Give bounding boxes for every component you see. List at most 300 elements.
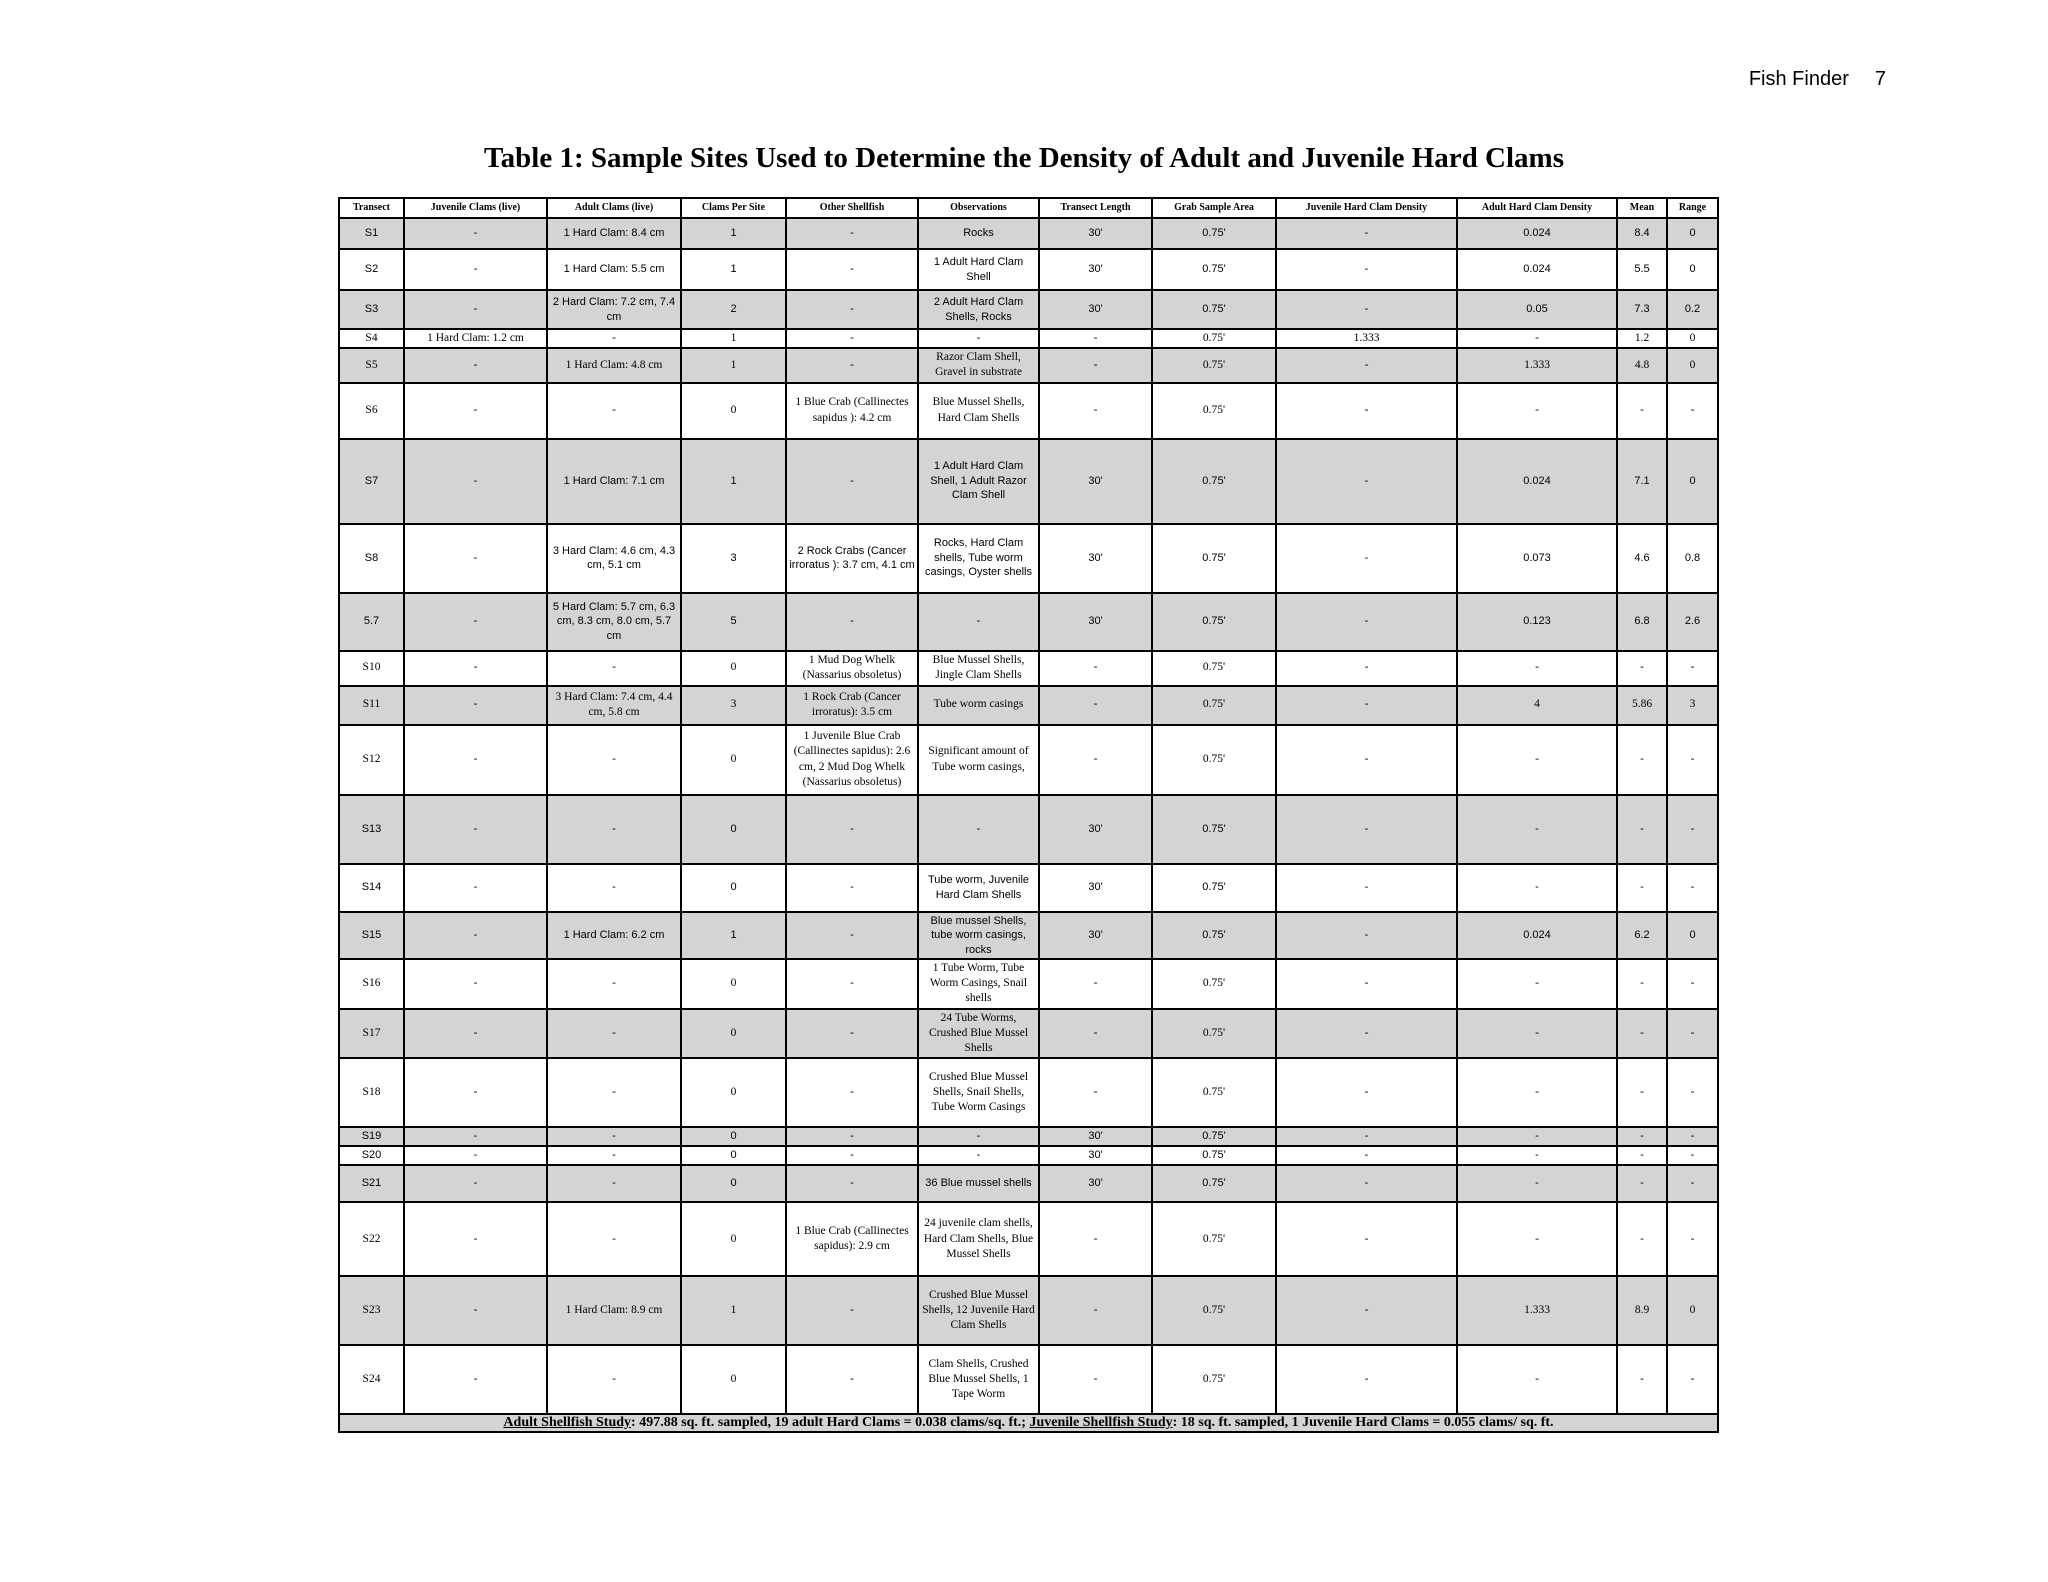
transect-length-cell: - [1039,383,1152,439]
adult-density-cell: 0.024 [1457,218,1617,249]
other-shellfish-cell: - [786,912,918,960]
column-header: Other Shellfish [786,198,918,218]
juvenile-clams-cell: - [404,1146,547,1165]
transect-cell: S6 [339,383,404,439]
adult-density-cell: 0.073 [1457,524,1617,593]
observations-cell: Blue Mussel Shells, Hard Clam Shells [918,383,1039,439]
mean-cell: - [1617,725,1667,795]
grab-sample-area-cell: 0.75' [1152,290,1276,329]
range-cell: - [1667,1058,1718,1127]
other-shellfish-cell: 1 Juvenile Blue Crab (Callinectes sapidus): 2.6 cm, 2 Mud Dog Whelk (Nassarius obsoletus) [786,725,918,795]
juvenile-clams-cell: - [404,524,547,593]
juvenile-study-label: Juvenile Shellfish Study [1029,1415,1173,1431]
mean-cell: 7.1 [1617,439,1667,524]
juvenile-clams-cell: - [404,686,547,725]
observations-cell: - [918,593,1039,651]
mean-cell: - [1617,383,1667,439]
table-row [339,593,1718,651]
range-cell: - [1667,1009,1718,1059]
mean-cell: 8.9 [1617,1276,1667,1345]
transect-length-cell: - [1039,1202,1152,1276]
table-row [339,725,1718,795]
grab-sample-area-cell: 0.75' [1152,686,1276,725]
transect-length-cell: 30' [1039,593,1152,651]
mean-cell: - [1617,651,1667,686]
observations-cell: Clam Shells, Crushed Blue Mussel Shells, 1 Tape Worm [918,1345,1039,1414]
document-name: Fish Finder [1748,68,1849,90]
transect-length-cell: 30' [1039,1165,1152,1202]
range-cell: 0 [1667,912,1718,960]
adult-clams-cell: - [547,1345,681,1414]
grab-sample-area-cell: 0.75' [1152,725,1276,795]
transect-length-cell: 30' [1039,439,1152,524]
grab-sample-area-cell: 0.75' [1152,651,1276,686]
column-header: Clams Per Site [681,198,786,218]
juvenile-clams-cell: - [404,795,547,864]
transect-cell: S7 [339,439,404,524]
range-cell: 0 [1667,1276,1718,1345]
adult-density-cell: 1.333 [1457,1276,1617,1345]
juvenile-density-cell: - [1276,249,1457,290]
adult-clams-cell: - [547,1058,681,1127]
transect-length-cell: 30' [1039,218,1152,249]
range-cell: - [1667,795,1718,864]
grab-sample-area-cell: 0.75' [1152,1127,1276,1146]
other-shellfish-cell: - [786,1345,918,1414]
transect-cell: S14 [339,864,404,912]
clams-per-site-cell: 0 [681,383,786,439]
column-header: Transect Length [1039,198,1152,218]
clams-per-site-cell: 1 [681,218,786,249]
clams-per-site-cell: 1 [681,912,786,960]
juvenile-density-cell: - [1276,593,1457,651]
transect-cell: 5.7 [339,593,404,651]
other-shellfish-cell: 1 Mud Dog Whelk (Nassarius obsoletus) [786,651,918,686]
clams-per-site-cell: 0 [681,959,786,1009]
column-header: Observations [918,198,1039,218]
observations-cell: Rocks, Hard Clam shells, Tube worm casings, Oyster shells [918,524,1039,593]
mean-cell: 5.5 [1617,249,1667,290]
range-cell: 0 [1667,348,1718,382]
clams-per-site-cell: 0 [681,1127,786,1146]
juvenile-clams-cell: - [404,439,547,524]
transect-cell: S12 [339,725,404,795]
other-shellfish-cell: - [786,218,918,249]
adult-clams-cell: 1 Hard Clam: 4.8 cm [547,348,681,382]
transect-cell: S2 [339,249,404,290]
adult-density-cell: 0.024 [1457,912,1617,960]
table-row [339,912,1718,960]
transect-length-cell: - [1039,1009,1152,1059]
clams-per-site-cell: 0 [681,1165,786,1202]
juvenile-density-cell: - [1276,218,1457,249]
clams-per-site-cell: 2 [681,290,786,329]
table-row [339,439,1718,524]
observations-cell: 1 Tube Worm, Tube Worm Casings, Snail shells [918,959,1039,1009]
juvenile-density-cell: - [1276,1127,1457,1146]
clams-per-site-cell: 0 [681,1202,786,1276]
mean-cell: 5.86 [1617,686,1667,725]
clam-density-table [338,197,1719,1433]
other-shellfish-cell: - [786,1058,918,1127]
adult-clams-cell: - [547,1009,681,1059]
juvenile-density-cell: - [1276,348,1457,382]
grab-sample-area-cell: 0.75' [1152,348,1276,382]
clams-per-site-cell: 0 [681,1058,786,1127]
range-cell: - [1667,1165,1718,1202]
observations-cell: 1 Adult Hard Clam Shell [918,249,1039,290]
other-shellfish-cell: 2 Rock Crabs (Cancer irroratus ): 3.7 cm, 4.1 cm [786,524,918,593]
adult-clams-cell: 2 Hard Clam: 7.2 cm, 7.4 cm [547,290,681,329]
grab-sample-area-cell: 0.75' [1152,383,1276,439]
observations-cell: Crushed Blue Mussel Shells, Snail Shells, Tube Worm Casings [918,1058,1039,1127]
range-cell: 0.8 [1667,524,1718,593]
adult-clams-cell: - [547,329,681,348]
juvenile-clams-cell: - [404,1345,547,1414]
mean-cell: 6.2 [1617,912,1667,960]
transect-cell: S11 [339,686,404,725]
observations-cell: Blue mussel Shells, tube worm casings, rocks [918,912,1039,960]
transect-length-cell: 30' [1039,249,1152,290]
grab-sample-area-cell: 0.75' [1152,1202,1276,1276]
adult-density-cell: 4 [1457,686,1617,725]
range-cell: - [1667,383,1718,439]
observations-cell: Significant amount of Tube worm casings, [918,725,1039,795]
other-shellfish-cell: - [786,864,918,912]
juvenile-density-cell: - [1276,1345,1457,1414]
page-header [1723,68,1886,91]
clams-per-site-cell: 1 [681,1276,786,1345]
juvenile-density-cell: - [1276,439,1457,524]
mean-cell: - [1617,1127,1667,1146]
adult-density-cell: 0.024 [1457,439,1617,524]
transect-cell: S24 [339,1345,404,1414]
transect-length-cell: 30' [1039,912,1152,960]
adult-study-text: : 497.88 sq. ft. sampled, 19 adult Hard Clams = 0.038 clams/sq. ft.; [631,1415,1030,1431]
juvenile-clams-cell: - [404,290,547,329]
other-shellfish-cell: 1 Blue Crab (Callinectes sapidus ): 4.2 cm [786,383,918,439]
table-row [339,1009,1718,1059]
column-header: Grab Sample Area [1152,198,1276,218]
juvenile-clams-cell: - [404,348,547,382]
observations-cell: 36 Blue mussel shells [918,1165,1039,1202]
range-cell: 0 [1667,329,1718,348]
table-row [339,1165,1718,1202]
clams-per-site-cell: 1 [681,249,786,290]
adult-density-cell: - [1457,1345,1617,1414]
grab-sample-area-cell: 0.75' [1152,864,1276,912]
mean-cell: 7.3 [1617,290,1667,329]
table-row [339,218,1718,249]
observations-cell: 24 juvenile clam shells, Hard Clam Shells, Blue Mussel Shells [918,1202,1039,1276]
range-cell: 0 [1667,439,1718,524]
juvenile-clams-cell: - [404,1058,547,1127]
transect-cell: S21 [339,1165,404,1202]
adult-clams-cell: - [547,1127,681,1146]
grab-sample-area-cell: 0.75' [1152,1146,1276,1165]
transect-cell: S18 [339,1058,404,1127]
transect-cell: S10 [339,651,404,686]
adult-density-cell: - [1457,1058,1617,1127]
transect-cell: S19 [339,1127,404,1146]
adult-density-cell: - [1457,1009,1617,1059]
juvenile-density-cell: - [1276,524,1457,593]
mean-cell: - [1617,959,1667,1009]
range-cell: - [1667,725,1718,795]
adult-clams-cell: 1 Hard Clam: 7.1 cm [547,439,681,524]
grab-sample-area-cell: 0.75' [1152,912,1276,960]
transect-length-cell: 30' [1039,795,1152,864]
range-cell: - [1667,1146,1718,1165]
mean-cell: 6.8 [1617,593,1667,651]
mean-cell: 1.2 [1617,329,1667,348]
transect-cell: S5 [339,348,404,382]
table-row [339,686,1718,725]
clams-per-site-cell: 0 [681,1009,786,1059]
other-shellfish-cell: 1 Rock Crab (Cancer irroratus): 3.5 cm [786,686,918,725]
table-row [339,1058,1718,1127]
clams-per-site-cell: 1 [681,348,786,382]
adult-density-cell: 0.024 [1457,249,1617,290]
transect-length-cell: 30' [1039,290,1152,329]
table-row [339,959,1718,1009]
column-header: Adult Hard Clam Density [1457,198,1617,218]
juvenile-density-cell: - [1276,1058,1457,1127]
mean-cell: - [1617,1165,1667,1202]
transect-cell: S1 [339,218,404,249]
juvenile-clams-cell: - [404,1009,547,1059]
adult-density-cell: - [1457,959,1617,1009]
juvenile-density-cell: - [1276,959,1457,1009]
adult-density-cell: - [1457,864,1617,912]
adult-density-cell: - [1457,1127,1617,1146]
adult-density-cell: 1.333 [1457,348,1617,382]
clams-per-site-cell: 0 [681,864,786,912]
mean-cell: - [1617,795,1667,864]
juvenile-density-cell: - [1276,1202,1457,1276]
grab-sample-area-cell: 0.75' [1152,959,1276,1009]
clams-per-site-cell: 0 [681,651,786,686]
adult-density-cell: - [1457,329,1617,348]
juvenile-clams-cell: - [404,1276,547,1345]
observations-cell: - [918,1146,1039,1165]
other-shellfish-cell: - [786,439,918,524]
grab-sample-area-cell: 0.75' [1152,1009,1276,1059]
grab-sample-area-cell: 0.75' [1152,1276,1276,1345]
observations-cell: - [918,795,1039,864]
other-shellfish-cell: - [786,1127,918,1146]
juvenile-density-cell: - [1276,1146,1457,1165]
adult-clams-cell: 1 Hard Clam: 6.2 cm [547,912,681,960]
juvenile-clams-cell: - [404,1165,547,1202]
adult-clams-cell: - [547,1165,681,1202]
transect-cell: S22 [339,1202,404,1276]
grab-sample-area-cell: 0.75' [1152,218,1276,249]
adult-clams-cell: 1 Hard Clam: 8.4 cm [547,218,681,249]
grab-sample-area-cell: 0.75' [1152,329,1276,348]
range-cell: 0.2 [1667,290,1718,329]
range-cell: 0 [1667,218,1718,249]
clams-per-site-cell: 1 [681,439,786,524]
other-shellfish-cell: - [786,348,918,382]
adult-density-cell: - [1457,651,1617,686]
observations-cell: Blue Mussel Shells, Jingle Clam Shells [918,651,1039,686]
adult-density-cell: - [1457,1202,1617,1276]
clams-per-site-cell: 0 [681,1345,786,1414]
column-header: Transect [339,198,404,218]
table-row [339,1146,1718,1165]
clams-per-site-cell: 1 [681,329,786,348]
header-row [339,198,1718,218]
mean-cell: 4.6 [1617,524,1667,593]
column-header: Range [1667,198,1718,218]
adult-clams-cell: 3 Hard Clam: 7.4 cm, 4.4 cm, 5.8 cm [547,686,681,725]
grab-sample-area-cell: 0.75' [1152,524,1276,593]
juvenile-density-cell: - [1276,651,1457,686]
adult-clams-cell: 1 Hard Clam: 8.9 cm [547,1276,681,1345]
juvenile-clams-cell: 1 Hard Clam: 1.2 cm [404,329,547,348]
adult-clams-cell: - [547,1202,681,1276]
juvenile-density-cell: - [1276,290,1457,329]
mean-cell: - [1617,1345,1667,1414]
range-cell: 2.6 [1667,593,1718,651]
juvenile-clams-cell: - [404,1127,547,1146]
mean-cell: - [1617,1146,1667,1165]
transect-length-cell: - [1039,686,1152,725]
grab-sample-area-cell: 0.75' [1152,1345,1276,1414]
grab-sample-area-cell: 0.75' [1152,795,1276,864]
adult-clams-cell: - [547,651,681,686]
transect-cell: S23 [339,1276,404,1345]
adult-study-label: Adult Shellfish Study [503,1415,632,1431]
other-shellfish-cell: - [786,1146,918,1165]
transect-cell: S20 [339,1146,404,1165]
range-cell: 3 [1667,686,1718,725]
table-title: Table 1: Sample Sites Used to Determine the Density of Adult and Juvenile Hard Clams [484,142,1564,174]
transect-cell: S13 [339,795,404,864]
observations-cell: 1 Adult Hard Clam Shell, 1 Adult Razor Clam Shell [918,439,1039,524]
other-shellfish-cell: - [786,1165,918,1202]
juvenile-clams-cell: - [404,725,547,795]
grab-sample-area-cell: 0.75' [1152,1058,1276,1127]
column-header: Adult Clams (live) [547,198,681,218]
transect-length-cell: - [1039,348,1152,382]
mean-cell: - [1617,1058,1667,1127]
other-shellfish-cell: - [786,1276,918,1345]
adult-clams-cell: - [547,959,681,1009]
adult-clams-cell: 3 Hard Clam: 4.6 cm, 4.3 cm, 5.1 cm [547,524,681,593]
other-shellfish-cell: - [786,329,918,348]
juvenile-density-cell: - [1276,864,1457,912]
juvenile-density-cell: - [1276,686,1457,725]
mean-cell: - [1617,1202,1667,1276]
page-number: 7 [1874,68,1886,90]
juvenile-clams-cell: - [404,864,547,912]
clams-per-site-cell: 5 [681,593,786,651]
clams-per-site-cell: 3 [681,524,786,593]
clams-per-site-cell: 0 [681,725,786,795]
other-shellfish-cell: - [786,1009,918,1059]
observations-cell: - [918,1127,1039,1146]
mean-cell: - [1617,1009,1667,1059]
range-cell: - [1667,1345,1718,1414]
transect-cell: S15 [339,912,404,960]
transect-length-cell: - [1039,959,1152,1009]
juvenile-density-cell: - [1276,1009,1457,1059]
juvenile-density-cell: - [1276,912,1457,960]
adult-density-cell: 0.123 [1457,593,1617,651]
table-row [339,795,1718,864]
transect-cell: S3 [339,290,404,329]
juvenile-density-cell: - [1276,795,1457,864]
other-shellfish-cell: - [786,290,918,329]
adult-clams-cell: - [547,795,681,864]
table-row [339,329,1718,348]
juvenile-density-cell: 1.333 [1276,329,1457,348]
mean-cell: - [1617,864,1667,912]
observations-cell: Razor Clam Shell, Gravel in substrate [918,348,1039,382]
table-row [339,1345,1718,1414]
transect-length-cell: - [1039,329,1152,348]
table-row [339,290,1718,329]
juvenile-density-cell: - [1276,725,1457,795]
table-row [339,249,1718,290]
juvenile-study-text: : 18 sq. ft. sampled, 1 Juvenile Hard Clams = 0.055 clams/ sq. ft. [1172,1415,1554,1431]
transect-length-cell: 30' [1039,1146,1152,1165]
summary-cell [339,1414,1718,1432]
table-row [339,348,1718,382]
adult-density-cell: - [1457,795,1617,864]
observations-cell: Crushed Blue Mussel Shells, 12 Juvenile Hard Clam Shells [918,1276,1039,1345]
adult-clams-cell: - [547,864,681,912]
table-row [339,1202,1718,1276]
juvenile-clams-cell: - [404,959,547,1009]
clams-per-site-cell: 0 [681,795,786,864]
transect-cell: S16 [339,959,404,1009]
transect-length-cell: 30' [1039,1127,1152,1146]
juvenile-density-cell: - [1276,1276,1457,1345]
table-row [339,1127,1718,1146]
table-row [339,524,1718,593]
grab-sample-area-cell: 0.75' [1152,249,1276,290]
table-row [339,864,1718,912]
observations-cell: 24 Tube Worms, Crushed Blue Mussel Shells [918,1009,1039,1059]
transect-length-cell: - [1039,1345,1152,1414]
juvenile-clams-cell: - [404,218,547,249]
mean-cell: 8.4 [1617,218,1667,249]
range-cell: - [1667,651,1718,686]
adult-clams-cell: - [547,1146,681,1165]
other-shellfish-cell: - [786,959,918,1009]
other-shellfish-cell: - [786,795,918,864]
adult-density-cell: - [1457,1146,1617,1165]
range-cell: - [1667,959,1718,1009]
clams-per-site-cell: 3 [681,686,786,725]
other-shellfish-cell: - [786,593,918,651]
range-cell: - [1667,864,1718,912]
mean-cell: 4.8 [1617,348,1667,382]
transect-length-cell: 30' [1039,524,1152,593]
grab-sample-area-cell: 0.75' [1152,439,1276,524]
juvenile-density-cell: - [1276,1165,1457,1202]
range-cell: - [1667,1127,1718,1146]
adult-clams-cell: - [547,383,681,439]
grab-sample-area-cell: 0.75' [1152,593,1276,651]
summary-row [339,1414,1718,1432]
transect-cell: S8 [339,524,404,593]
adult-clams-cell: - [547,725,681,795]
transect-length-cell: - [1039,725,1152,795]
